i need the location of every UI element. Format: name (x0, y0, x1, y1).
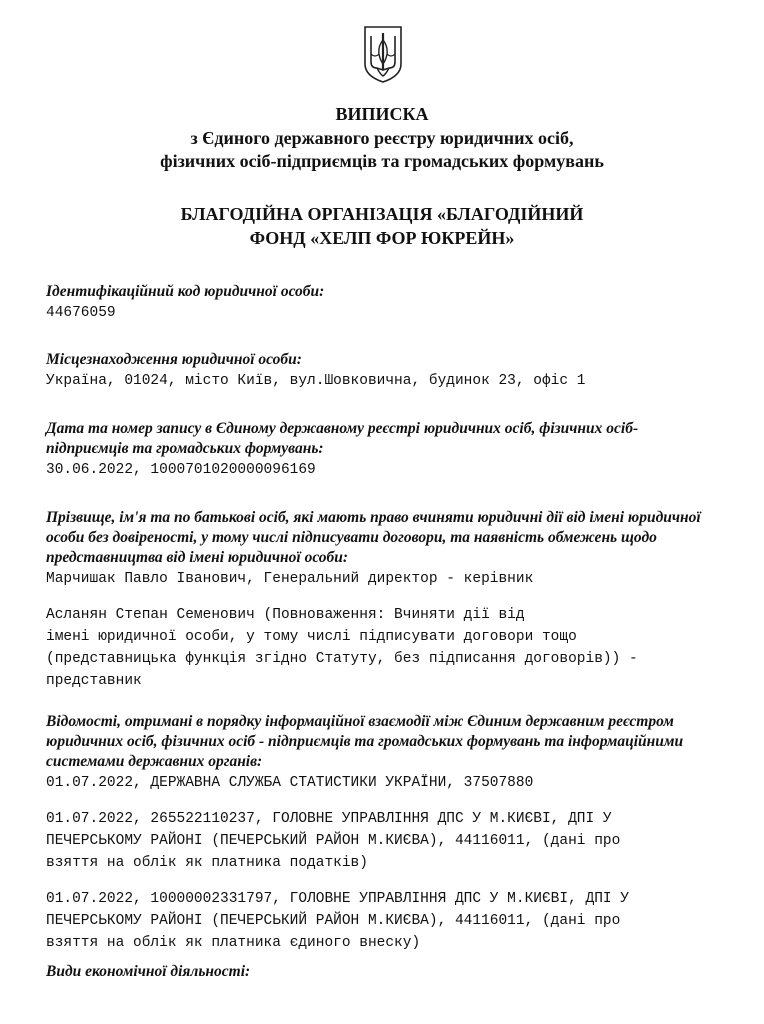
document-title: ВИПИСКА (335, 104, 429, 124)
organization-name-line-1: БЛАГОДІЙНА ОРГАНІЗАЦІЯ «БЛАГОДІЙНИЙ (180, 204, 584, 224)
section-location (46, 350, 736, 392)
person-entry: Марчишак Павло Іванович, Генеральний директор - керівник (46, 571, 534, 587)
section-record (46, 419, 736, 481)
section-authorized-persons (46, 508, 736, 692)
section-label: Місцезнаходження юридичної особи: (46, 351, 302, 368)
section-economic-activities (46, 962, 736, 982)
record-value: 30.06.2022, 1000701020000096169 (46, 462, 316, 478)
interaction-entry: 01.07.2022, 10000002331797, ГОЛОВНЕ УПРАВЛІННЯ ДПС У М.КИЄВІ, ДПІ У ПЕЧЕРСЬКОМУ РАЙОНІ (ПЕЧЕРСЬКИЙ РАЙОН М.КИЄВА), 44116011, (дані про взяття на облік як платника єдиного внеску) (46, 891, 629, 951)
section-information-interaction (46, 712, 736, 954)
tryzub-coat-of-arms-icon (362, 24, 404, 84)
location-value: Україна, 01024, місто Київ, вул.Шовковична, будинок 23, офіс 1 (46, 373, 586, 389)
identification-code-value: 44676059 (46, 305, 116, 321)
interaction-entry: 01.07.2022, 265522110237, ГОЛОВНЕ УПРАВЛІННЯ ДПС У М.КИЄВІ, ДПІ У ПЕЧЕРСЬКОМУ РАЙОНІ (ПЕЧЕРСЬКИЙ РАЙОН М.КИЄВА), 44116011, (дані про взяття на облік як платника податків) (46, 811, 621, 871)
section-label: Дата та номер запису в Єдиному державному реєстрі юридичних осіб, фізичних осіб- підприємців та громадських формувань: (46, 420, 639, 457)
person-entry: Асланян Степан Семенович (Повноваження: Вчиняти дії від імені юридичної особи, у тому числі підписувати договори тощо (представницька функція згідно Статуту, без підписання договорів)) - представник (46, 607, 638, 689)
section-label: Ідентифікаційний код юридичної особи: (46, 283, 325, 300)
section-label: Відомості, отримані в порядку інформаційної взаємодії між Єдиним державним реєстром юридичних осіб, фізичних осіб - підприємців та громадських формувань та інформаційними системами державних органів: (46, 713, 684, 770)
section-label: Види економічної діяльності: (46, 963, 251, 980)
section-label: Прізвище, ім'я та по батькові осіб, які мають право вчиняти юридичні дії від імені юридичної особи без довіреності, у тому числі підписувати договори, та наявність обмежень щодо представництва від імені юридичної особи: (46, 509, 701, 566)
section-identification-code (46, 282, 736, 324)
organization-name-line-2: ФОНД «ХЕЛП ФОР ЮКРЕЙН» (249, 228, 515, 248)
document-subtitle-line-2: фізичних осіб-підприємців та громадських формувань (160, 151, 604, 171)
document-subtitle-line-1: з Єдиного державного реєстру юридичних осіб, (190, 128, 574, 148)
interaction-entry: 01.07.2022, ДЕРЖАВНА СЛУЖБА СТАТИСТИКИ УКРАЇНИ, 37507880 (46, 775, 534, 791)
